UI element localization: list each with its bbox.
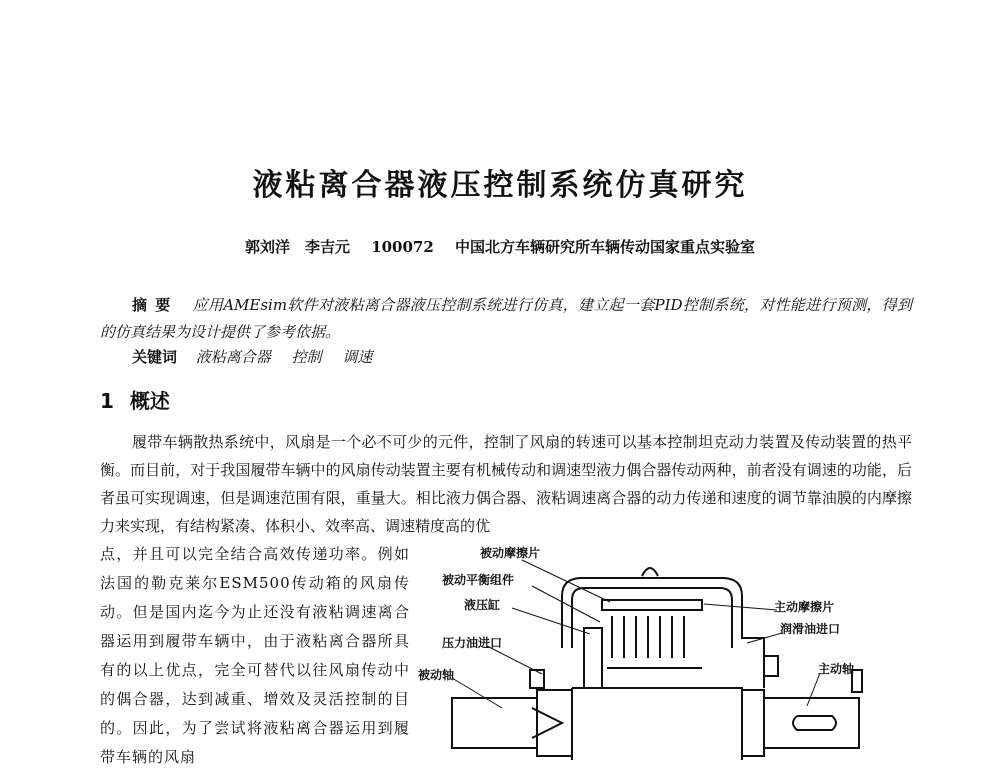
hydraulic-cylinder	[584, 628, 602, 688]
abstract-label: 摘要	[132, 296, 179, 314]
label-active-friction-plate: 主动摩擦片	[774, 600, 835, 614]
keyword: 控制	[291, 348, 322, 366]
central-hub	[572, 688, 742, 760]
lifting-eye	[642, 568, 658, 576]
housing-outline	[562, 578, 764, 688]
keyword: 液粘离合器	[195, 348, 271, 366]
abstract-text: 应用AMEsim软件对液粘离合器液压控制系统进行仿真，建立起一套PID控制系统，对性能进行预测，得到的仿真结果为设计提供了参考依据。	[100, 296, 912, 341]
author-names: 郭刘洋 李吉元	[244, 238, 350, 256]
abstract	[100, 292, 912, 346]
author-line	[0, 236, 1000, 257]
friction-plates	[612, 616, 684, 658]
label-pressure-oil-inlet: 压力油进口	[442, 636, 503, 650]
keywords-label: 关键词	[132, 348, 178, 366]
affiliation: 中国北方车辆研究所车辆传动国家重点实验室	[455, 238, 756, 256]
paper-title: 液粘离合器液压控制系统仿真研究	[252, 168, 748, 203]
body-paragraph-wrapped: 点，并且可以完全结合高效传递功率。例如法国的勒克莱尔ESM500传动箱的风扇传动。但是国内迄今为止还没有液粘调速离合器运用到履带车辆中，由于液粘离合器所具有的以上优点，完全可替代以往风扇传动中的偶合器，达到减重、增效及灵活控制的目的。因此，为了尝试将液粘离合器运用到履带车辆的风扇	[100, 545, 410, 766]
label-active-shaft: 主动轴	[818, 662, 855, 676]
keywords	[132, 346, 388, 367]
label-passive-friction-plate: 被动摩擦片	[480, 546, 541, 560]
label-lubricating-oil-inlet: 润滑油进口	[780, 622, 841, 636]
label-passive-balance-assembly: 被动平衡组件	[442, 573, 515, 587]
label-hydraulic-cylinder: 液压缸	[464, 598, 501, 612]
section-number: 1	[100, 389, 114, 413]
section-heading	[100, 385, 170, 414]
postcode: 100072	[371, 238, 434, 256]
passive-shaft	[452, 698, 537, 748]
body-paragraph: 履带车辆散热系统中，风扇是一个必不可少的元件，控制了风扇的转速可以基本控制坦克动力装置及传动装置的热平衡。而目前，对于我国履带车辆中的风扇传动装置主要有机械传动和调速型液力偶合器传动两种，前者没有调速的功能，后者虽可实现调速，但是调速范围有限，重量大。相比液力偶合器、液粘调速离合器的动力传递和速度的调节靠油膜的内摩擦力来实现，有结构紧凑、体积小、效率高、调速精度高的优	[100, 433, 912, 535]
keyword: 调速	[342, 348, 373, 366]
section-title: 概述	[129, 389, 170, 413]
clutch-diagram	[412, 538, 912, 760]
active-shaft	[764, 698, 859, 748]
label-passive-shaft: 被动轴	[418, 668, 455, 682]
